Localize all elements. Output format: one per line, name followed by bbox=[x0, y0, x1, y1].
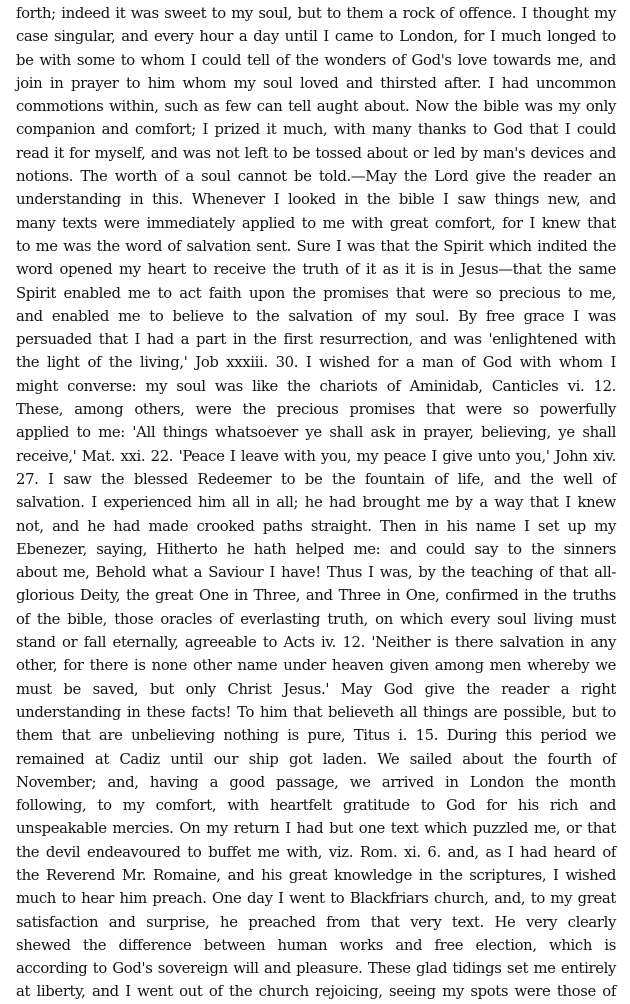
text-line: following, to my comfort, with heartfelt gratitude to God for his rich and bbox=[16, 797, 616, 815]
text-line: of the bible, those oracles of everlasting truth, on which every soul living must bbox=[16, 610, 616, 628]
text-line: according to God's sovereign will and pleasure. These glad tidings set me entirely bbox=[16, 960, 616, 978]
text-line: stand or fall eternally, agreeable to Acts iv. 12. 'Neither is there salvation in any bbox=[16, 634, 616, 652]
text-line: persuaded that I had a part in the first resurrection, and was 'enlightened with bbox=[16, 331, 616, 349]
document-page bbox=[16, 2, 616, 1001]
text-line: the devil endeavoured to buffet me with, viz. Rom. xi. 6. and, as I had heard of bbox=[16, 843, 616, 861]
text-line: salvation. I experienced him all in all; he had brought me by a way that I knew bbox=[16, 494, 616, 512]
text-line: 27. I saw the blessed Redeemer to be the fountain of life, and the well of bbox=[16, 470, 616, 488]
text-line: case singular, and every hour a day until I came to London, for I much longed to bbox=[16, 28, 616, 46]
text-line: unspeakable mercies. On my return I had but one text which puzzled me, or that bbox=[16, 820, 616, 838]
text-line: might converse: my soul was like the chariots of Aminidab, Canticles vi. 12. bbox=[16, 377, 616, 395]
text-line: remained at Cadiz until our ship got laden. We sailed about the fourth of bbox=[16, 750, 616, 768]
text-line: glorious Deity, the great One in Three, and Three in One, confirmed in the truths bbox=[16, 587, 616, 605]
text-line: shewed the difference between human works and free election, which is bbox=[16, 936, 616, 954]
text-line: the light of the living,' Job xxxiii. 30. I wished for a man of God with whom I bbox=[16, 354, 616, 372]
text-line: much to hear him preach. One day I went to Blackfriars church, and, to my great bbox=[16, 890, 616, 908]
text-line: notions. The worth of a soul cannot be told.—May the Lord give the reader an bbox=[16, 168, 616, 186]
text-line: to me was the word of salvation sent. Sure I was that the Spirit which indited the bbox=[16, 237, 616, 255]
text-line: November; and, having a good passage, we arrived in London the month bbox=[16, 773, 616, 791]
text-line: join in prayer to him whom my soul loved and thirsted after. I had uncommon bbox=[16, 74, 616, 92]
text-line: Ebenezer, saying, Hitherto he hath helped me: and could say to the sinners bbox=[16, 540, 616, 558]
text-line: read it for myself, and was not left to be tossed about or led by man's devices and bbox=[16, 144, 616, 162]
text-line: understanding in these facts! To him that believeth all things are possible, but to bbox=[16, 703, 616, 721]
text-line: companion and comfort; I prized it much, with many thanks to God that I could bbox=[16, 121, 616, 139]
text-line: many texts were immediately applied to me with great comfort, for I knew that bbox=[16, 214, 616, 232]
text-line: other, for there is none other name under heaven given among men whereby we bbox=[16, 657, 616, 675]
text-line: commotions within, such as few can tell aught about. Now the bible was my only bbox=[16, 98, 616, 116]
text-line: and enabled me to believe to the salvation of my soul. By free grace I was bbox=[16, 307, 616, 325]
text-line: These, among others, were the precious promises that were so powerfully bbox=[16, 401, 616, 419]
text-line: about me, Behold what a Saviour I have! Thus I was, by the teaching of that all- bbox=[16, 564, 616, 582]
text-line: not, and he had made crooked paths straight. Then in his name I set up my bbox=[16, 517, 616, 535]
text-line: be with some to whom I could tell of the wonders of God's love towards me, and bbox=[16, 51, 616, 69]
text-line: satisfaction and surprise, he preached from that very text. He very clearly bbox=[16, 913, 616, 931]
text-line: word opened my heart to receive the truth of it as it is in Jesus—that the same bbox=[16, 261, 616, 279]
text-line: applied to me: 'All things whatsoever ye shall ask in prayer, believing, ye shall bbox=[16, 424, 616, 442]
text-line: them that are unbelieving nothing is pure, Titus i. 15. During this period we bbox=[16, 727, 616, 745]
text-line: the Reverend Mr. Romaine, and his great knowledge in the scriptures, I wished bbox=[16, 866, 616, 884]
text-line: must be saved, but only Christ Jesus.' May God give the reader a right bbox=[16, 680, 616, 698]
text-line: at liberty, and I went out of the church rejoicing, seeing my spots were those of bbox=[16, 983, 616, 1001]
text-line: forth; indeed it was sweet to my soul, but to them a rock of offence. I thought my bbox=[16, 5, 616, 22]
text-line: understanding in this. Whenever I looked in the bible I saw things new, and bbox=[16, 191, 616, 209]
text-line: receive,' Mat. xxi. 22. 'Peace I leave with you, my peace I give unto you,' John xiv. bbox=[16, 447, 616, 465]
text-line: Spirit enabled me to act faith upon the promises that were so precious to me, bbox=[16, 284, 616, 302]
